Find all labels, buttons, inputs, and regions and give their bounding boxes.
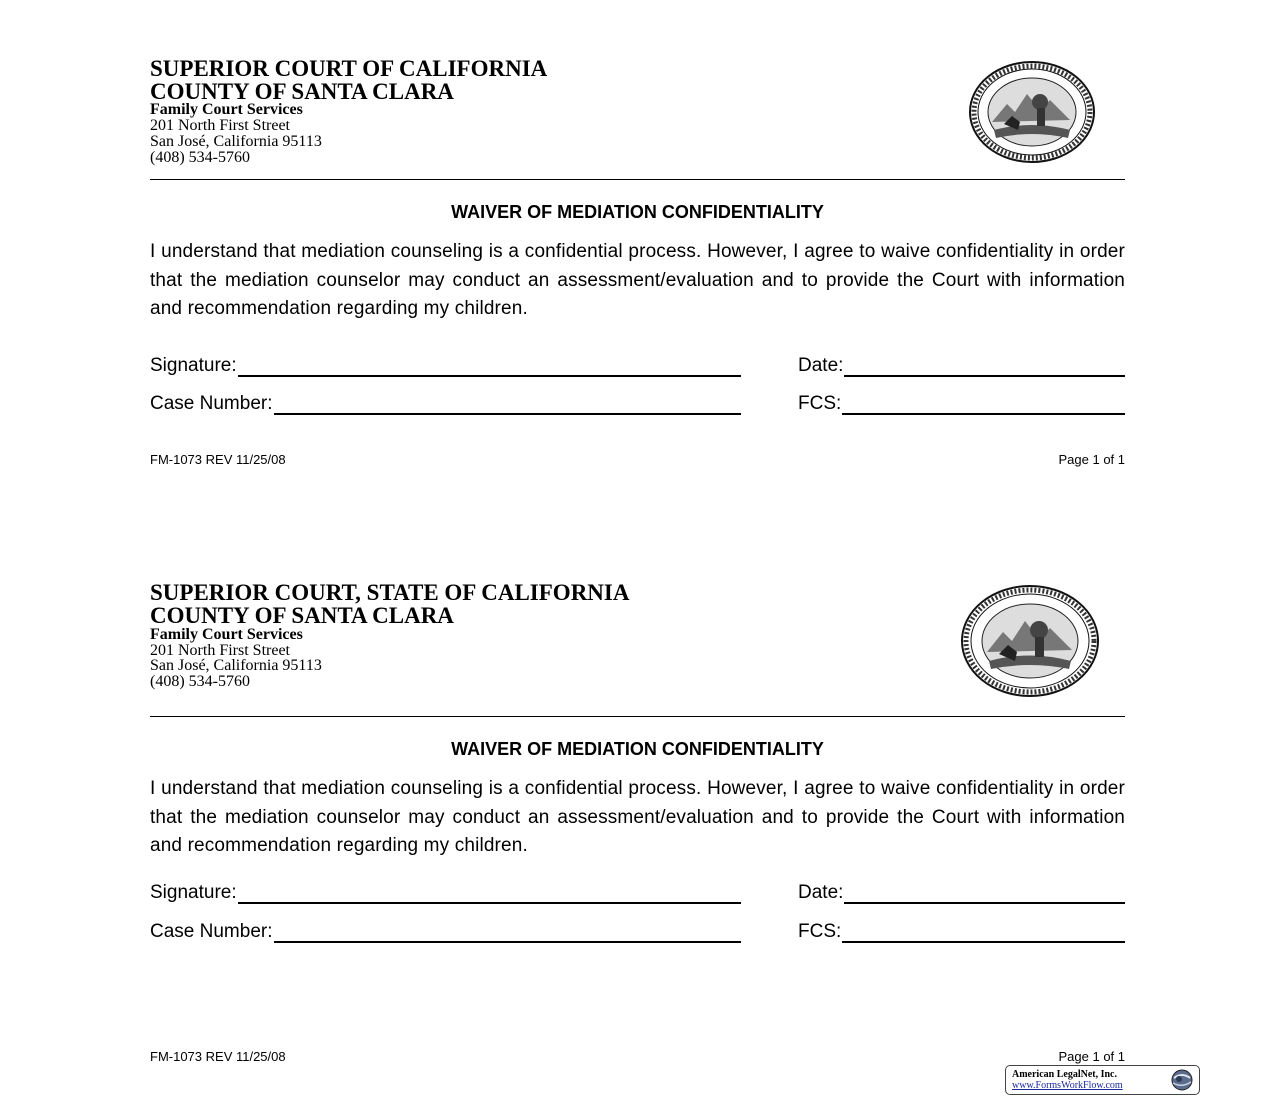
court-name-line1: SUPERIOR COURT, STATE OF CALIFORNIA bbox=[150, 580, 630, 605]
form-number: FM-1073 REV 11/25/08 bbox=[150, 452, 286, 467]
city-address: San José, California 95113 bbox=[150, 657, 322, 674]
fcs-label: FCS: bbox=[798, 393, 842, 414]
date-line[interactable] bbox=[844, 356, 1125, 377]
fcs-field[interactable] bbox=[798, 393, 1125, 415]
date-line[interactable] bbox=[844, 883, 1125, 904]
date-field[interactable] bbox=[798, 355, 1125, 377]
office-name: Family Court Services bbox=[150, 626, 303, 643]
case-number-line[interactable] bbox=[274, 922, 742, 943]
case-number-field[interactable] bbox=[150, 921, 741, 943]
signature-field[interactable] bbox=[150, 355, 741, 377]
street-address: 201 North First Street bbox=[150, 642, 290, 659]
phone-number: (408) 534-5760 bbox=[150, 673, 250, 690]
signature-field[interactable] bbox=[150, 882, 741, 904]
publisher-logo[interactable] bbox=[1005, 1065, 1200, 1095]
date-field[interactable] bbox=[798, 882, 1125, 904]
signature-line[interactable] bbox=[238, 883, 741, 904]
form-number: FM-1073 REV 11/25/08 bbox=[150, 1049, 286, 1064]
office-name: Family Court Services bbox=[150, 101, 303, 118]
fcs-line[interactable] bbox=[842, 394, 1125, 415]
waiver-statement: I understand that mediation counseling is a confidential process. However, I agree to waive confidentiality in order that the mediation counselor may conduct an assessment/evaluation and to provide the Court with information and recommendation regarding my children. bbox=[150, 241, 1125, 319]
globe-icon bbox=[1169, 1068, 1195, 1092]
state-seal-icon bbox=[952, 60, 1112, 164]
state-seal-icon bbox=[943, 584, 1117, 698]
publisher-link[interactable]: www.FormsWorkFlow.com bbox=[1012, 1080, 1123, 1091]
waiver-statement: I understand that mediation counseling is a confidential process. However, I agree to waive confidentiality in order that the mediation counselor may conduct an assessment/evaluation and to provide the Court with information and recommendation regarding my children. bbox=[150, 778, 1125, 856]
case-number-line[interactable] bbox=[274, 394, 742, 415]
case-number-field[interactable] bbox=[150, 393, 741, 415]
street-address: 201 North First Street bbox=[150, 117, 290, 134]
court-name-line2: COUNTY OF SANTA CLARA bbox=[150, 79, 454, 104]
case-number-label: Case Number: bbox=[150, 393, 273, 414]
case-number-label: Case Number: bbox=[150, 921, 273, 942]
signature-label: Signature: bbox=[150, 882, 237, 903]
signature-line[interactable] bbox=[238, 356, 741, 377]
court-name-line1: SUPERIOR COURT OF CALIFORNIA bbox=[150, 56, 548, 81]
court-name-line2: COUNTY OF SANTA CLARA bbox=[150, 603, 454, 628]
phone-number: (408) 534-5760 bbox=[150, 149, 250, 166]
header-divider bbox=[150, 716, 1125, 717]
date-label: Date: bbox=[798, 882, 844, 903]
fcs-line[interactable] bbox=[842, 922, 1125, 943]
form-title: WAIVER OF MEDIATION CONFIDENTIALITY bbox=[451, 739, 824, 759]
publisher-name: American LegalNet, Inc. bbox=[1012, 1069, 1117, 1080]
signature-label: Signature: bbox=[150, 355, 237, 376]
fcs-label: FCS: bbox=[798, 921, 842, 942]
header-divider bbox=[150, 179, 1125, 180]
page-info: Page 1 of 1 bbox=[1058, 452, 1125, 467]
date-label: Date: bbox=[798, 355, 844, 376]
form-title: WAIVER OF MEDIATION CONFIDENTIALITY bbox=[451, 202, 824, 222]
city-address: San José, California 95113 bbox=[150, 133, 322, 150]
page-info: Page 1 of 1 bbox=[1058, 1049, 1125, 1064]
fcs-field[interactable] bbox=[798, 921, 1125, 943]
